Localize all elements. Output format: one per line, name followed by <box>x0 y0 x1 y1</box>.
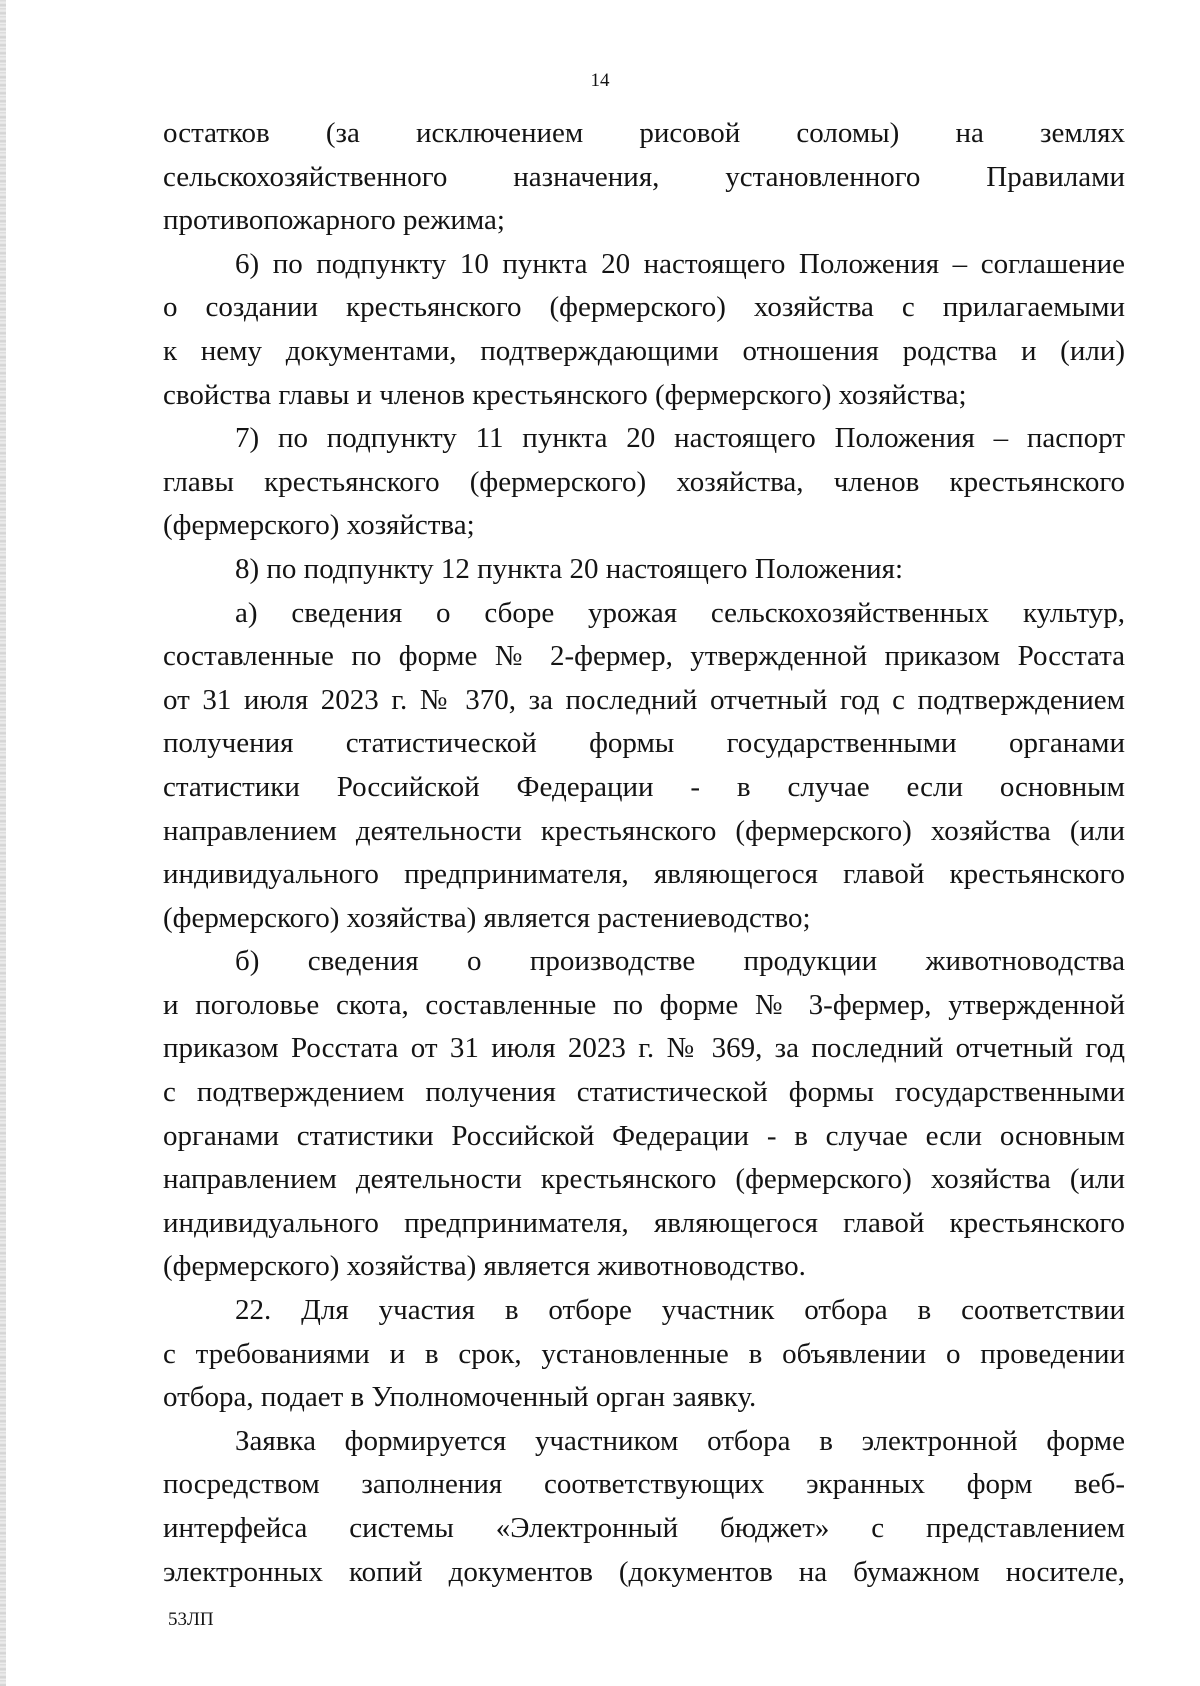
text-line: б) сведения о производстве продукции животноводства <box>235 945 1125 978</box>
text-line: противопожарного режима; <box>163 204 505 237</box>
text-line: 7) по подпункту 11 пункта 20 настоящего Положения – паспорт <box>235 422 1125 455</box>
scan-edge <box>0 0 6 1686</box>
text-line: (фермерского) хозяйства) является животноводство. <box>163 1250 806 1283</box>
text-line: посредством заполнения соответствующих экранных форм веб- <box>163 1468 1125 1501</box>
text-line: электронных копий документов (документов на бумажном носителе, <box>163 1555 1125 1588</box>
text-line: главы крестьянского (фермерского) хозяйства, членов крестьянского <box>163 465 1125 498</box>
text-line: от 31 июля 2023 г. № 370, за последний отчетный год с подтверждением <box>163 683 1125 716</box>
text-line: получения статистической формы государственными органами <box>163 727 1125 760</box>
text-line: Заявка формируется участником отбора в электронной форме <box>235 1424 1125 1457</box>
text-line: индивидуального предпринимателя, являющегося главой крестьянского <box>163 858 1125 891</box>
text-line: а) сведения о сборе урожая сельскохозяйственных культур, <box>235 596 1125 629</box>
text-line: (фермерского) хозяйства; <box>163 509 475 542</box>
text-line: приказом Росстата от 31 июля 2023 г. № 369, за последний отчетный год <box>163 1032 1125 1065</box>
text-line: составленные по форме № 2-фермер, утвержденной приказом Росстата <box>163 640 1125 673</box>
text-line: индивидуального предпринимателя, являющегося главой крестьянского <box>163 1206 1125 1239</box>
text-line: направлением деятельности крестьянского (фермерского) хозяйства (или <box>163 1163 1125 1196</box>
page-number: 14 <box>590 70 610 91</box>
text-line: свойства главы и членов крестьянского (фермерского) хозяйства; <box>163 378 967 411</box>
text-line: статистики Российской Федерации - в случае если основным <box>163 770 1125 803</box>
text-line: остатков (за исключением рисовой соломы) на землях <box>163 117 1125 149</box>
text-line: с требованиями и в срок, установленные в объявлении о проведении <box>163 1337 1125 1370</box>
text-line: и поголовье скота, составленные по форме № 3-фермер, утвержденной <box>163 988 1125 1021</box>
text-line: 6) по подпункту 10 пункта 20 настоящего Положения – соглашение <box>235 247 1125 280</box>
footer-code: 53ЛП <box>168 1609 214 1630</box>
text-line: с подтверждением получения статистической формы государственными <box>163 1076 1125 1109</box>
text-line: отбора, подает в Уполномоченный орган заявку. <box>163 1381 757 1414</box>
document-body <box>163 112 1125 1594</box>
text-line: интерфейса системы «Электронный бюджет» с представлением <box>163 1512 1125 1544</box>
text-line: сельскохозяйственного назначения, установленного Правилами <box>163 160 1125 193</box>
text-line: к нему документами, подтверждающими отношения родства и (или) <box>163 334 1125 367</box>
text-line: органами статистики Российской Федерации - в случае если основным <box>163 1119 1125 1152</box>
text-line: направлением деятельности крестьянского (фермерского) хозяйства (или <box>163 814 1125 847</box>
text-line: 22. Для участия в отборе участник отбора в соответствии <box>235 1294 1125 1327</box>
text-line: 8) по подпункту 12 пункта 20 настоящего Положения: <box>235 552 904 585</box>
text-line: о создании крестьянского (фермерского) хозяйства с прилагаемыми <box>163 291 1125 324</box>
text-line: (фермерского) хозяйства) является растениеводство; <box>163 901 811 934</box>
